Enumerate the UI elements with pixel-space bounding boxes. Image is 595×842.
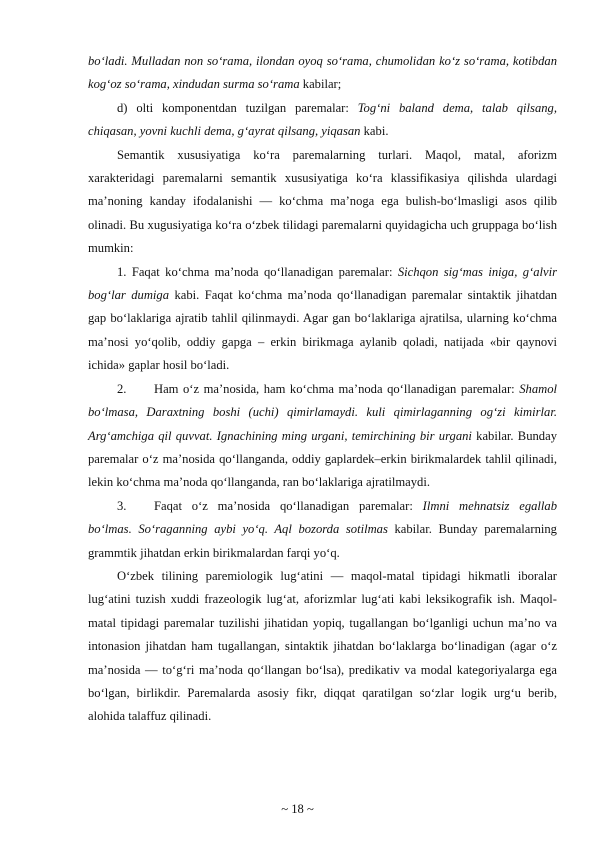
paragraph-semantic-types: Semantik xususiyatiga ko‘ra paremalarning turlari. Maqol, matal, aforizm xarakteridagi paremalarni semantik xususiyatiga ko‘ra klassifikasiya qilishda ulardagi ma’noning kanday ifodalanishi — ko‘chma ma’noga ega bulish-bo‘lmasligi asos qilib olinadi. Bu xugusiyatiga ko‘ra o‘zbek tilidagi paremalarni quyidagicha uch gruppaga bo‘lish mumkin: [88, 147, 557, 256]
paragraph-text: kabilar. Bunday paremalarning grammtik jihatdan erkin birikmalardan farqi yo‘q. [88, 522, 557, 560]
paragraph-six-component [88, 97, 557, 144]
paragraph-text: d) olti komponentdan tuzilgan paremalar: [117, 100, 358, 115]
paragraph-lexicography: O‘zbek tilining paremiologik lug‘atini — maqol-matal tipidagi hikmatli iboralar lug‘atini tuzish xuddi frazeologik lug‘at, aforizmlar lug‘ati kabi leksikografik ish. Maqol-matal tipidagi paremalar tuzilishi jihatidan yopiq, tugallangan bo‘lganligi uchun ma’no va intonasion jihatdan ham tugallangan, sintaktik jihatdan bo‘laklarga bo‘linadigan (agar o‘z ma’nosida — to‘g‘ri ma’noda qo‘llangan bo‘lsa), predikativ va modal kategoriyalarga ega bo‘lgan, birlikdir. Paremalarda asosiy fikr, diqqat qaratilgan so‘zlar logik urg‘u berib, alohida talaffuz qilinadi. [88, 568, 557, 724]
list-item-1 [88, 261, 557, 378]
paragraph-text: kabilar; [299, 77, 342, 92]
list-item-2 [88, 378, 557, 495]
document-body [88, 50, 557, 729]
list-item-3 [88, 495, 557, 565]
list-number: 2. [117, 381, 127, 396]
paragraph-text: kabilar. Bunday paremalar o‘z ma’nosida qo‘llanganda, oddiy gaplardek–erkin birikmalardek tahlil qilinadi, lekin ko‘chma ma’noda qo‘llanganda, ran bo‘laklariga ajratilmaydi. [88, 428, 557, 490]
paragraph-text: 1. Faqat ko‘chma ma’noda qo‘llanadigan paremalar: [117, 264, 398, 279]
paragraph-text: kabi. [360, 124, 389, 139]
example-text: Tog‘ni baland dema, talab qilsang, chiqasan, yovni kuchli dema, g‘ayrat qilsang, yiqasan [88, 100, 557, 139]
list-number: 3. [117, 498, 127, 513]
example-text: bo‘ladi. Mulladan non so‘rama, ilondan oyoq so‘rama, chumolidan ko‘z so‘rama, kotibdan kog‘oz so‘rama, xindudan surma so‘rama [88, 54, 557, 92]
paragraph-text: Ham o‘z ma’nosida, ham ko‘chma ma’noda qo‘llanadigan paremalar: [154, 381, 520, 396]
example-text: Shamol bo‘lmasa, Daraxtning boshi (uchi) qimirlamaydi. kuli qimirlaganning og‘zi kimirlar. Arg‘amchiga qil quvvat. Ignachining ming urgani, temirchining bir urgani [88, 381, 557, 443]
page-number: ~ 18 ~ [281, 802, 314, 816]
paragraph-continuation [88, 50, 557, 97]
example-text: Sichqon sig‘mas iniga, g‘alvir bog‘lar dumiga [88, 264, 557, 303]
example-text: Ilmni mehnatsiz egallab bo‘lmas. So‘raganning aybi yo‘q. Aql bozorda sotilmas [88, 498, 558, 537]
paragraph-text: Faqat o‘z ma’nosida qo‘llanadigan paremalar: [154, 498, 423, 513]
paragraph-text: kabi. Faqat ko‘chma ma’noda qo‘llanadigan paremalar sintaktik jihatdan gap bo‘laklariga ajratib tahlil qilinmaydi. Agar gan bo‘laklariga ajratilsa, ularning ko‘chma ma’nosi yo‘qolib, oddiy gapga – erkin birikmaga aylanib qoladi, natijada «bir qaynovi ichida» gaplar hosil bo‘ladi. [88, 288, 558, 373]
